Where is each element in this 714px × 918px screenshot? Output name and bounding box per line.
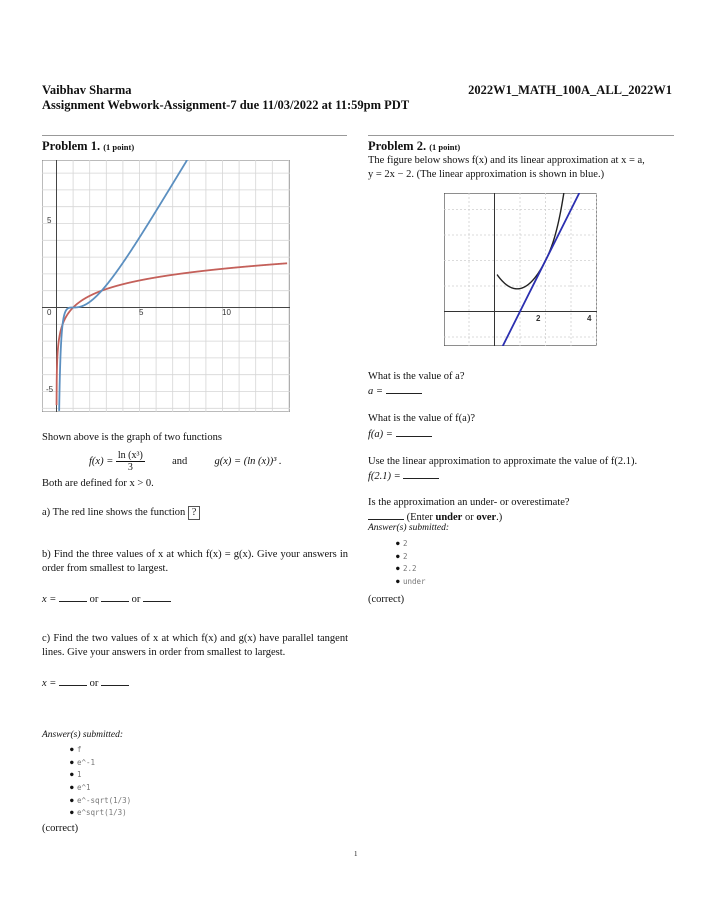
problem1-title-text: Problem 1. (42, 139, 101, 153)
problem2-points: (1 point) (429, 142, 461, 152)
list-item: ● 2 (368, 538, 426, 551)
problem1-functions (89, 450, 282, 473)
problem1-intro: Shown above is the graph of two functions (42, 432, 222, 443)
problem1-part-b: b) Find the three values of x at which f(x) = g(x). Give your answers in order from smallest to largest. (42, 549, 348, 574)
part-c-x-label: x = (42, 678, 57, 689)
p1-tick-5: 5 (139, 308, 144, 317)
part-b-input-1[interactable] (59, 592, 87, 602)
page-number: 1 (354, 850, 358, 858)
q1-lhs: a = (368, 386, 383, 397)
list-item: ● e^-1 (42, 757, 131, 770)
q3-lhs: f(2.1) = (368, 471, 401, 482)
problem1-part-b-inputs (42, 592, 171, 607)
q3-answer-row (368, 469, 439, 484)
p1-tick-10: 10 (222, 308, 231, 317)
part-b-x-label: x = (42, 594, 57, 605)
q2-lhs: f(a) = (368, 429, 393, 440)
course-code: 2022W1_MATH_100A_ALL_2022W1 (468, 83, 672, 97)
q1-input[interactable] (386, 384, 422, 394)
p2-tick-2: 2 (536, 314, 541, 323)
q4-hint-or: or (462, 512, 477, 523)
problem1-title (42, 139, 134, 154)
part-b-or-2: or (131, 594, 141, 605)
p1-tick-y5: 5 (47, 216, 52, 225)
list-item: ● under (368, 576, 426, 589)
p1-tick-0: 0 (47, 308, 52, 317)
q4-hint-pre: (Enter (406, 512, 436, 523)
problem2-title-text: Problem 2. (368, 139, 427, 153)
problem2-answers-label: Answer(s) submitted: (368, 523, 450, 533)
problem2-status: (correct) (368, 594, 405, 605)
list-item: ● 2.2 (368, 563, 426, 576)
q3-text: Use the linear approximation to approximate the value of f(2.1). (368, 456, 638, 467)
part-c-input-1[interactable] (59, 676, 87, 686)
q4-hint-under: under (435, 512, 463, 523)
problem2-intro-2: y = 2x − 2. (The linear approximation is shown in blue.) (368, 169, 605, 180)
list-item: ● e^1 (42, 782, 131, 795)
f-numerator: ln (x³) (117, 450, 143, 461)
problem1-domain: Both are defined for x > 0. (42, 478, 154, 489)
student-name: Vaibhav Sharma (42, 83, 132, 97)
and-word: and (172, 455, 188, 467)
problem1-part-a (42, 506, 200, 520)
part-b-input-2[interactable] (101, 592, 129, 602)
part-b-input-3[interactable] (143, 592, 171, 602)
q4-input[interactable] (368, 510, 404, 520)
g-definition: g(x) = (ln (x))³ . (214, 455, 282, 467)
problem1-rule (42, 135, 347, 136)
q3-input[interactable] (403, 469, 439, 479)
part-a-select[interactable]: ? (188, 506, 200, 520)
list-item: ● 1 (42, 769, 131, 782)
problem1-answers-list (42, 744, 131, 820)
p2-tick-4: 4 (587, 314, 592, 323)
list-item: ● e^-sqrt(1/3) (42, 795, 131, 808)
problem1-part-c-inputs (42, 676, 129, 691)
list-item: ● 2 (368, 551, 426, 564)
part-c-input-2[interactable] (101, 676, 129, 686)
f-fraction (116, 450, 145, 473)
assignment-title: Assignment Webwork-Assignment-7 due 11/03/2022 at 11:59pm PDT (42, 98, 410, 112)
problem2-title (368, 139, 460, 154)
problem2-intro-1: The figure below shows f(x) and its linear approximation at x = a, (368, 155, 645, 166)
problem2-graph (444, 193, 597, 346)
q2-input[interactable] (396, 427, 432, 437)
f-lhs: f(x) = (89, 455, 114, 467)
problem1-answers-label: Answer(s) submitted: (42, 730, 124, 740)
part-c-or: or (89, 678, 99, 689)
q4-text: Is the approximation an under- or overestimate? (368, 497, 570, 508)
p1-tick-ym5: -5 (46, 385, 54, 394)
q4-hint-post: .) (496, 512, 503, 523)
problem1-part-c: c) Find the two values of x at which f(x) and g(x) have parallel tangent lines. Give your answers in order from smallest to largest. (42, 633, 348, 658)
q1-text: What is the value of a? (368, 371, 465, 382)
problem1-points: (1 point) (103, 142, 135, 152)
part-a-text: a) The red line shows the function (42, 507, 186, 518)
problem2-answers-list (368, 538, 426, 589)
list-item: ● f (42, 744, 131, 757)
problem2-rule (368, 135, 674, 136)
q2-answer-row (368, 427, 432, 442)
q4-hint-over: over (476, 512, 497, 523)
problem1-graph (42, 160, 290, 412)
part-b-or-1: or (89, 594, 99, 605)
list-item: ● e^sqrt(1/3) (42, 807, 131, 820)
f-denominator: 3 (127, 462, 133, 473)
problem1-status: (correct) (42, 823, 79, 834)
q2-text: What is the value of f(a)? (368, 413, 475, 424)
q1-answer-row (368, 384, 422, 399)
